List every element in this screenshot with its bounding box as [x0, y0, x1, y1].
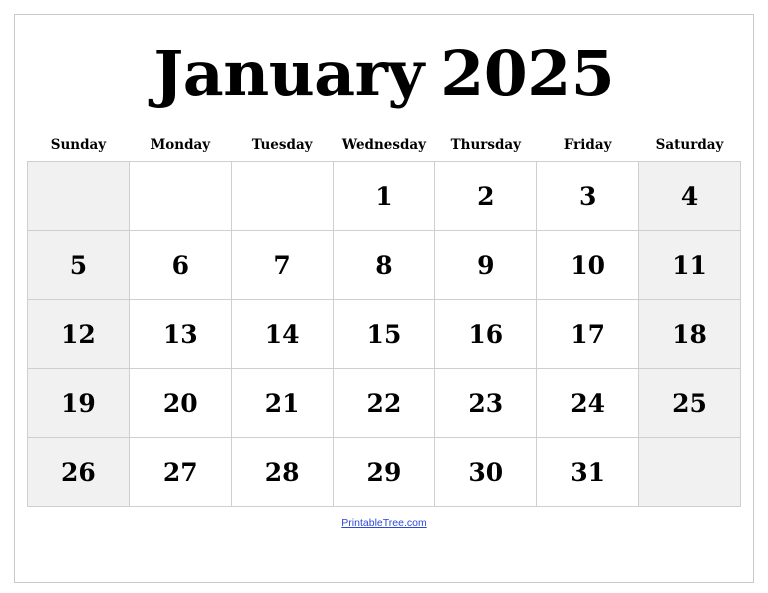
- page-title: January: [153, 37, 424, 110]
- day-cell[interactable]: 18: [639, 300, 741, 369]
- day-cell[interactable]: [639, 438, 741, 507]
- weekday-header-saturday: Saturday: [655, 137, 724, 153]
- day-cell[interactable]: 31: [537, 438, 639, 507]
- day-cell[interactable]: 24: [537, 369, 639, 438]
- day-cell[interactable]: 6: [129, 231, 231, 300]
- calendar-week-row: [28, 438, 741, 507]
- title-block: [15, 15, 753, 133]
- day-cell[interactable]: 4: [639, 162, 741, 231]
- day-cell[interactable]: 10: [537, 231, 639, 300]
- day-cell[interactable]: 12: [28, 300, 130, 369]
- day-cell[interactable]: 20: [129, 369, 231, 438]
- day-cell[interactable]: 23: [435, 369, 537, 438]
- day-cell[interactable]: 19: [28, 369, 130, 438]
- day-cell[interactable]: 27: [129, 438, 231, 507]
- day-cell[interactable]: 1: [333, 162, 435, 231]
- day-cell[interactable]: 7: [231, 231, 333, 300]
- day-cell[interactable]: 29: [333, 438, 435, 507]
- calendar-table: [27, 133, 741, 507]
- day-cell[interactable]: 26: [28, 438, 130, 507]
- day-cell[interactable]: 13: [129, 300, 231, 369]
- calendar-week-row: [28, 231, 741, 300]
- calendar-week-row: [28, 300, 741, 369]
- weekday-header-thursday: Thursday: [450, 137, 521, 153]
- day-cell[interactable]: 25: [639, 369, 741, 438]
- calendar-week-row: [28, 369, 741, 438]
- day-cell[interactable]: 14: [231, 300, 333, 369]
- footer-source-link[interactable]: PrintableTree.com: [341, 517, 427, 529]
- weekday-header-friday: Friday: [563, 137, 612, 153]
- day-cell[interactable]: 21: [231, 369, 333, 438]
- day-cell[interactable]: 5: [28, 231, 130, 300]
- day-cell[interactable]: 11: [639, 231, 741, 300]
- day-cell[interactable]: 8: [333, 231, 435, 300]
- calendar-body: [28, 162, 741, 507]
- calendar-header-row: [28, 133, 741, 162]
- day-cell[interactable]: 28: [231, 438, 333, 507]
- day-cell[interactable]: 9: [435, 231, 537, 300]
- day-cell[interactable]: [28, 162, 130, 231]
- calendar-week-row: [28, 162, 741, 231]
- page-title-spacer: [420, 43, 442, 105]
- footer: [15, 507, 753, 582]
- weekday-header-wednesday: Wednesday: [341, 137, 427, 153]
- page-title-year: 2025: [440, 37, 615, 110]
- day-cell[interactable]: 15: [333, 300, 435, 369]
- day-cell[interactable]: 22: [333, 369, 435, 438]
- day-cell[interactable]: 16: [435, 300, 537, 369]
- day-cell[interactable]: 2: [435, 162, 537, 231]
- day-cell[interactable]: [231, 162, 333, 231]
- weekday-header-tuesday: Tuesday: [251, 137, 313, 153]
- weekday-header-monday: Monday: [150, 137, 211, 153]
- day-cell[interactable]: 3: [537, 162, 639, 231]
- weekday-header-sunday: Sunday: [50, 137, 107, 153]
- day-cell[interactable]: 30: [435, 438, 537, 507]
- calendar-sheet: [14, 14, 754, 583]
- day-cell[interactable]: 17: [537, 300, 639, 369]
- day-cell[interactable]: [129, 162, 231, 231]
- calendar-grid-wrapper: [15, 133, 753, 507]
